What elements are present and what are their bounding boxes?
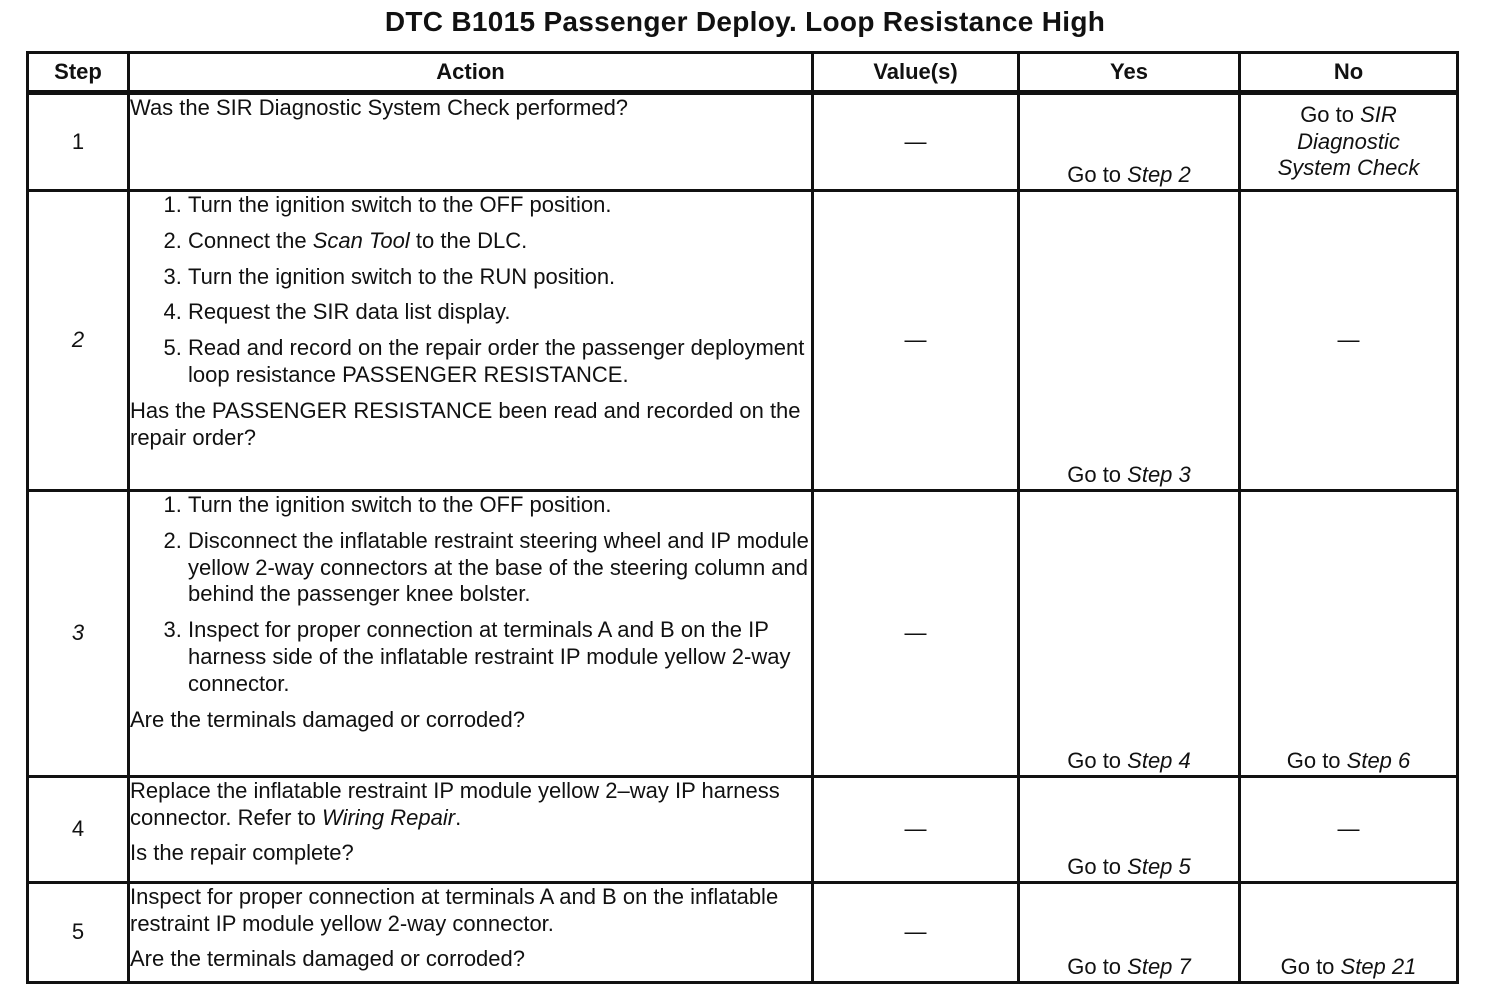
substep: 4. Request the SIR data list display. [188,299,811,326]
step-number: 1 [28,93,129,191]
no-prefix: Go to [1280,954,1341,980]
header-yes: Yes [1019,53,1240,93]
yes-prefix: Go to [1067,462,1128,488]
yes-cell [1019,883,1240,983]
step-number: 5 [28,883,129,983]
yes-cell [1019,491,1240,777]
action-question: Are the terminals damaged or corroded? [130,945,525,971]
no-step-ref: Step 6 [1346,748,1411,774]
substep: 5. Read and record on the repair order the passenger deployment loop resistance PASSENGER RESISTANCE. [188,335,811,389]
step-number: 4 [28,777,129,883]
value-cell: — [813,191,1019,491]
action-cell [129,491,813,777]
no-cell: — [1240,777,1458,883]
step-number: 3 [28,491,129,777]
no-ref-line3: System Check [1277,155,1420,181]
yes-step-ref: Step 5 [1127,854,1191,880]
no-cell [1240,93,1458,191]
header-values: Value(s) [813,53,1019,93]
page-title: DTC B1015 Passenger Deploy. Loop Resistance High [384,6,1106,37]
table-row [28,883,1458,983]
action-question: Is the repair complete? [130,839,354,865]
diagnostic-table [26,51,1459,984]
action-text: Was the SIR Diagnostic System Check performed? [130,95,629,120]
step-number: 2 [28,191,129,491]
substep: 1. Turn the ignition switch to the OFF position. [188,192,811,219]
table-row [28,191,1458,491]
substep: 3. Turn the ignition switch to the RUN position. [188,264,811,291]
action-cell [129,191,813,491]
action-cell [129,883,813,983]
header-action: Action [129,53,813,93]
action-text: Replace the inflatable restraint IP module yellow 2–way IP harness connector. Refer to Wiring Repair. [130,778,780,830]
substep-list [130,192,811,389]
yes-cell [1019,191,1240,491]
table-row [28,93,1458,191]
wiring-repair-ref: Wiring Repair [322,804,456,830]
yes-prefix: Go to [1067,954,1128,980]
substep: 2. Connect the Scan Tool to the DLC. [188,228,811,255]
substep: 2. Disconnect the inflatable restraint steering wheel and IP module yellow 2-way connectors at the base of the steering column and behind the passenger knee bolster. [188,528,811,608]
yes-prefix: Go to [1067,854,1128,880]
value-cell: — [813,491,1019,777]
substep: 3. Inspect for proper connection at terminals A and B on the IP harness side of the inflatable restraint IP module yellow 2-way connector. [188,617,811,697]
no-prefix: Go to [1300,101,1361,127]
table-row [28,777,1458,883]
yes-step-ref: Step 2 [1127,162,1191,188]
header-row [28,53,1458,93]
no-prefix: Go to [1286,748,1347,774]
substep-list [130,492,811,698]
header-step: Step [28,53,129,93]
yes-prefix: Go to [1067,162,1128,188]
scan-tool-ref: Scan Tool [312,227,410,253]
no-step-ref: Step 21 [1340,954,1417,980]
no-cell [1240,883,1458,983]
yes-cell [1019,93,1240,191]
no-ref-line1: SIR [1360,101,1397,127]
value-cell: — [813,883,1019,983]
yes-step-ref: Step 3 [1127,462,1191,488]
value-cell: — [813,777,1019,883]
yes-step-ref: Step 7 [1127,954,1191,980]
table-row [28,491,1458,777]
no-ref-line2: Diagnostic [1297,128,1400,154]
no-cell: — [1240,191,1458,491]
value-cell: — [813,93,1019,191]
action-question: Has the PASSENGER RESISTANCE been read and recorded on the repair order? [130,397,801,450]
no-cell [1240,491,1458,777]
yes-step-ref: Step 4 [1127,748,1191,774]
action-cell [129,93,813,191]
substep: 1. Turn the ignition switch to the OFF position. [188,492,811,519]
header-no: No [1240,53,1458,93]
yes-prefix: Go to [1067,748,1128,774]
action-question: Are the terminals damaged or corroded? [130,706,525,732]
yes-cell [1019,777,1240,883]
action-cell [129,777,813,883]
action-text: Inspect for proper connection at terminals A and B on the inflatable restraint IP module yellow 2-way connector. [130,884,779,936]
